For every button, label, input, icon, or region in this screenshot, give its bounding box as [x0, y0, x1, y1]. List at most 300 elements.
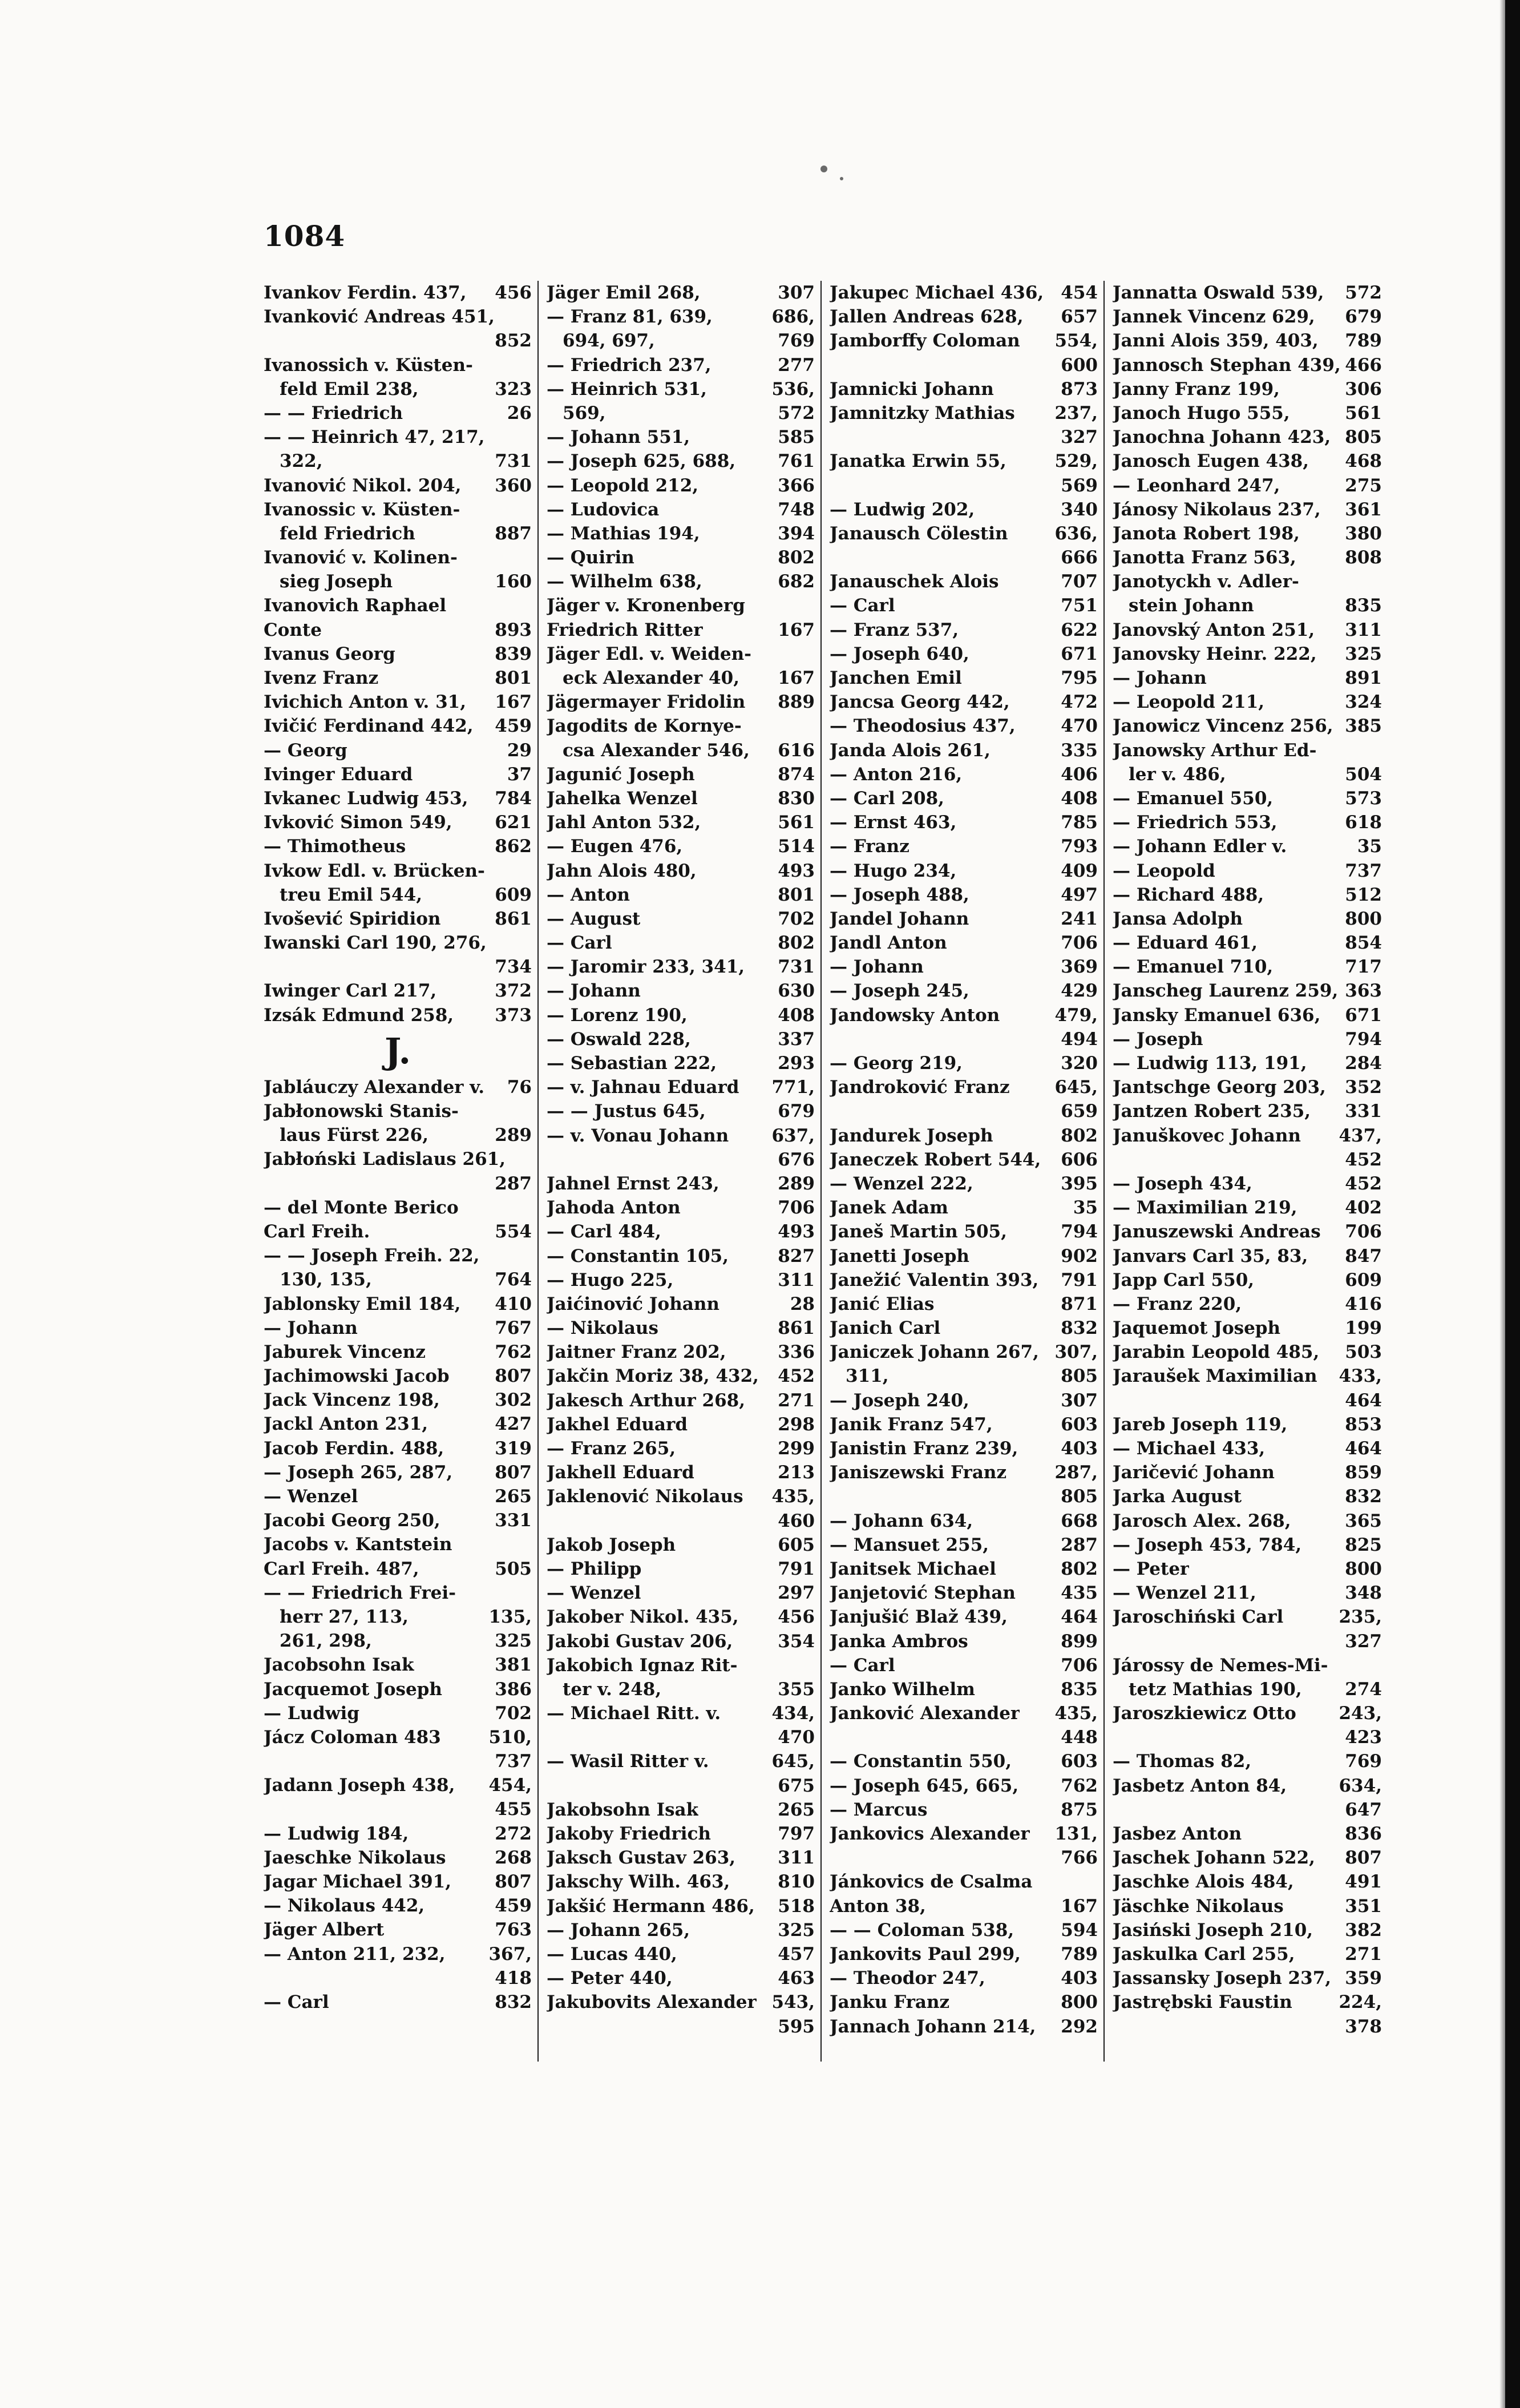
index-entry — [830, 1316, 1098, 1340]
entry-page-ref: 367, — [488, 1943, 532, 1965]
entry-name: Jarabin Leopold 485, — [1113, 1342, 1320, 1363]
index-entry — [830, 1003, 1098, 1027]
index-entry — [830, 449, 1098, 473]
entry-name: herr 27, 113, — [280, 1606, 409, 1627]
entry-page-ref: 452 — [778, 1366, 815, 1387]
index-entry — [830, 1292, 1098, 1316]
entry-name: Janjušić Blaž 439, — [830, 1607, 1008, 1628]
entry-name: Janitsek Michael — [830, 1558, 996, 1579]
entry-page-ref: 751 — [1061, 595, 1098, 616]
index-entry — [1113, 739, 1382, 763]
index-column-4 — [1113, 281, 1382, 2062]
index-entry — [1113, 955, 1382, 979]
entry-page-ref: 457 — [778, 1943, 815, 1965]
index-entry — [1113, 1485, 1382, 1508]
entry-page-ref: 707 — [1061, 571, 1098, 592]
entry-name: — Joseph 625, 688, — [547, 451, 736, 472]
index-entry — [830, 1485, 1098, 1508]
index-entry — [830, 1075, 1098, 1099]
index-entry — [547, 1364, 815, 1388]
index-entry — [264, 690, 532, 714]
entry-name: — Carl — [547, 933, 612, 954]
index-entry — [830, 1364, 1098, 1388]
entry-name: — Wenzel — [547, 1583, 641, 1604]
index-entry — [1113, 1918, 1382, 1942]
index-entry — [830, 1099, 1098, 1123]
entry-name: Jagunić Joseph — [547, 764, 695, 785]
entry-page-ref: 423 — [1345, 1727, 1382, 1748]
index-entry — [547, 2015, 815, 2039]
entry-page-ref: 373 — [495, 1005, 532, 1026]
index-entry — [547, 281, 815, 305]
entry-name: Jahoda Anton — [547, 1197, 681, 1219]
entry-name: Jakobsohn Isak — [547, 1799, 699, 1820]
index-entry — [547, 859, 815, 883]
entry-page-ref: 311 — [778, 1269, 815, 1290]
index-entry — [547, 1316, 815, 1340]
entry-page-ref — [528, 1099, 532, 1123]
entry-page-ref: 437, — [1339, 1125, 1382, 1146]
entry-page-ref: 647 — [1345, 1799, 1382, 1820]
entry-name: Jánkovics de Csalma — [830, 1871, 1033, 1893]
index-entry — [1113, 377, 1382, 401]
entry-page-ref: 167 — [1061, 1895, 1098, 1917]
entry-page-ref: 800 — [1345, 908, 1382, 929]
entry-page-ref: 514 — [778, 836, 815, 857]
entry-name: — Lucas 440, — [547, 1943, 677, 1965]
entry-page-ref: 832 — [1345, 1486, 1382, 1507]
entry-name: Jacobi Georg 250, — [264, 1510, 440, 1531]
entry-page-ref: 807 — [1345, 1848, 1382, 1869]
entry-name: Jaričević Johann — [1113, 1462, 1275, 1483]
entry-page-ref: 395 — [1061, 1173, 1098, 1194]
entry-name: Jägermayer Fridolin — [547, 692, 746, 713]
index-entry — [1113, 1966, 1382, 1990]
entry-page-ref: 748 — [778, 499, 815, 520]
entry-name: Jannatta Oswald 539, — [1113, 283, 1324, 303]
entry-name: Ivenz Franz — [264, 668, 379, 688]
entry-name: Janežić Valentin 393, — [830, 1269, 1039, 1290]
index-entry — [1113, 1894, 1382, 1918]
entry-name: Jakob Joseph — [547, 1534, 676, 1555]
index-entry — [264, 810, 532, 834]
entry-name: Janetti Joseph — [830, 1245, 969, 1266]
entry-page-ref: 456 — [495, 283, 532, 303]
entry-page-ref: 369 — [1061, 957, 1098, 978]
index-entry — [830, 570, 1098, 594]
entry-page-ref: 289 — [495, 1125, 532, 1146]
index-entry — [264, 1653, 532, 1677]
entry-page-ref: 331 — [1345, 1101, 1382, 1122]
entry-page-ref: 160 — [495, 571, 532, 592]
entry-page-ref: 794 — [1061, 1221, 1098, 1243]
entry-page-ref: 360 — [495, 475, 532, 496]
entry-page-ref: 479, — [1054, 1005, 1098, 1026]
index-entry — [547, 810, 815, 834]
entry-page-ref: 491 — [1345, 1871, 1382, 1893]
entry-page-ref: 573 — [1345, 788, 1382, 809]
entry-name: Jakobi Gustav 206, — [547, 1631, 733, 1652]
entry-name: — Richard 488, — [1113, 884, 1264, 905]
entry-page-ref: 737 — [1345, 860, 1382, 881]
entry-page-ref: 666 — [1061, 547, 1098, 568]
index-entry — [1113, 883, 1382, 907]
index-entry — [264, 763, 532, 786]
entry-name: — Joseph 265, 287, — [264, 1462, 453, 1483]
entry-name: — Nikolaus 442, — [264, 1895, 425, 1917]
index-entry — [264, 666, 532, 690]
entry-page-ref: 351 — [1345, 1895, 1382, 1917]
index-entry — [830, 425, 1098, 449]
index-entry — [547, 1725, 815, 1749]
entry-page-ref: 470 — [1061, 716, 1098, 737]
index-entry — [264, 1773, 532, 1797]
index-entry — [264, 1918, 532, 1942]
index-entry — [1113, 474, 1382, 498]
entry-page-ref: 418 — [495, 1967, 532, 1988]
entry-name: — — Friedrich Frei- — [264, 1582, 456, 1603]
entry-page-ref: 536, — [771, 378, 815, 400]
entry-page-ref: 385 — [1345, 716, 1382, 737]
entry-page-ref: 737 — [495, 1751, 532, 1772]
entry-page-ref: 609 — [495, 884, 532, 905]
entry-name: — Mathias 194, — [547, 523, 700, 544]
entry-name: Izsák Edmund 258, — [264, 1005, 454, 1026]
index-entry — [1113, 979, 1382, 1003]
index-entry — [830, 955, 1098, 979]
index-entry — [830, 1629, 1098, 1653]
index-entry — [1113, 1846, 1382, 1870]
entry-name: Ivkanec Ludwig 453, — [264, 788, 468, 809]
entry-name: Jaroschiński Carl — [1113, 1607, 1284, 1628]
entry-name: Janich Carl — [830, 1318, 941, 1339]
index-entry — [547, 666, 815, 690]
entry-page-ref: 889 — [778, 692, 815, 713]
index-entry — [264, 1340, 532, 1364]
entry-name: — Oswald 228, — [547, 1028, 691, 1050]
entry-page-ref: 337 — [778, 1028, 815, 1050]
entry-page-ref: 410 — [495, 1293, 532, 1314]
index-entry — [264, 1316, 532, 1340]
entry-page-ref: 454, — [488, 1775, 532, 1796]
index-entry — [830, 594, 1098, 618]
index-entry — [547, 1557, 815, 1581]
index-entry — [1113, 1749, 1382, 1773]
entry-name: Janoch Hugo 555, — [1113, 402, 1290, 423]
index-entry — [547, 1340, 815, 1364]
entry-page-ref: 807 — [495, 1871, 532, 1892]
entry-page-ref: 835 — [1061, 1679, 1098, 1700]
entry-name: — Nikolaus — [547, 1318, 658, 1339]
entry-name: 569, — [563, 402, 606, 423]
entry-name: — August — [547, 908, 641, 929]
index-entry — [264, 1292, 532, 1316]
entry-name: Jaraušek Maximilian — [1113, 1366, 1317, 1387]
scan-edge — [1505, 0, 1520, 2408]
entry-page-ref: 372 — [495, 981, 532, 1002]
entry-name: Jamnicki Johann — [830, 378, 994, 400]
entry-name: Jablonsky Emil 184, — [264, 1293, 461, 1314]
index-entry — [547, 1099, 815, 1123]
index-entry — [264, 1147, 532, 1171]
index-entry — [547, 1774, 815, 1798]
index-entry — [547, 1437, 815, 1461]
entry-name: Jagar Michael 391, — [264, 1871, 452, 1892]
entry-page-ref: 832 — [495, 1991, 532, 2012]
entry-page-ref: 167 — [778, 668, 815, 688]
index-entry — [830, 1701, 1098, 1725]
index-entry — [1113, 1268, 1382, 1292]
entry-page-ref: 731 — [778, 957, 815, 978]
entry-page-ref: 630 — [778, 981, 815, 1002]
entry-name: — Carl — [264, 1991, 329, 2012]
entry-page-ref — [1378, 570, 1382, 594]
entry-page-ref: 671 — [1061, 643, 1098, 664]
entry-name: — Joseph — [1113, 1028, 1203, 1050]
index-entry — [547, 449, 815, 473]
entry-name: — Franz — [830, 836, 909, 857]
entry-name: — Eduard 461, — [1113, 933, 1258, 954]
index-entry — [830, 1677, 1098, 1701]
entry-page-ref: 434, — [771, 1703, 815, 1724]
entry-page-ref: 731 — [495, 451, 532, 472]
entry-name: — Johann Edler v. — [1113, 836, 1287, 857]
entry-name: Janiczek Johann 267, — [830, 1342, 1039, 1363]
entry-page-ref: 394 — [778, 523, 815, 544]
entry-name: — Franz 81, 639, — [547, 306, 713, 328]
entry-name: Jantzen Robert 235, — [1113, 1101, 1311, 1122]
entry-page-ref: 600 — [1061, 354, 1098, 376]
entry-name: Janik Franz 547, — [830, 1414, 993, 1435]
entry-page-ref: 325 — [1345, 643, 1382, 664]
page-number: 1084 — [264, 219, 346, 253]
entry-page-ref: 381 — [495, 1655, 532, 1676]
index-entry — [264, 1244, 532, 1268]
entry-name: Janek Adam — [830, 1197, 948, 1219]
index-entry — [1113, 1990, 1382, 2014]
entry-page-ref: 199 — [1345, 1318, 1382, 1339]
entry-page-ref: 354 — [778, 1631, 815, 1652]
index-entry — [830, 1509, 1098, 1533]
entry-name: — Constantin 105, — [547, 1245, 729, 1266]
entry-name: — Franz 265, — [547, 1438, 676, 1459]
index-entry — [1113, 1701, 1382, 1725]
index-entry — [547, 570, 815, 594]
index-entry — [1113, 1003, 1382, 1027]
entry-name: Janchen Emil — [830, 668, 962, 688]
index-entry — [547, 401, 815, 425]
index-entry — [547, 522, 815, 546]
index-entry — [547, 1629, 815, 1653]
index-entry — [1113, 1509, 1382, 1533]
index-entry — [830, 1966, 1098, 1990]
entry-page-ref: 382 — [1345, 1919, 1382, 1941]
index-entry — [1113, 1027, 1382, 1051]
entry-page-ref: 561 — [1345, 402, 1382, 423]
entry-name: Iwinger Carl 217, — [264, 981, 437, 1002]
entry-page-ref: 771, — [771, 1077, 815, 1098]
index-entry — [264, 1629, 532, 1653]
entry-page-ref: 306 — [1345, 378, 1382, 400]
entry-name: — Johann — [264, 1317, 358, 1338]
entry-name: Ivichich Anton v. 31, — [264, 692, 467, 713]
entry-page-ref: 319 — [495, 1438, 532, 1459]
entry-page-ref: 459 — [495, 1895, 532, 1917]
entry-page-ref: 594 — [1061, 1919, 1098, 1941]
index-entry — [547, 883, 815, 907]
entry-name: — Wilhelm 638, — [547, 571, 702, 592]
entry-page-ref: 827 — [778, 1245, 815, 1266]
index-entry — [547, 1003, 815, 1027]
entry-name: — Anton 211, 232, — [264, 1943, 446, 1965]
entry-page-ref — [528, 305, 532, 329]
entry-name: — Joseph 488, — [830, 884, 969, 905]
index-entry — [264, 1220, 532, 1244]
index-entry — [830, 1172, 1098, 1196]
entry-name: Jarka August — [1113, 1486, 1242, 1507]
entry-page-ref: 808 — [1345, 547, 1382, 568]
entry-name: — Friedrich 237, — [547, 354, 712, 376]
entry-name: — Wenzel — [264, 1486, 358, 1507]
index-entry — [264, 377, 532, 401]
index-entry — [1113, 1413, 1382, 1437]
entry-name: Jaklenović Nikolaus — [547, 1486, 743, 1507]
entry-page-ref: 237, — [1054, 402, 1098, 423]
entry-page-ref: 494 — [1061, 1028, 1098, 1050]
index-entry — [547, 1461, 815, 1485]
entry-page-ref: 769 — [778, 330, 815, 352]
entry-page-ref — [528, 546, 532, 570]
entry-page-ref: 265 — [778, 1799, 815, 1820]
index-entry — [830, 979, 1098, 1003]
entry-name: — v. Jahnau Eduard — [547, 1077, 739, 1098]
entry-name: Ivankov Ferdin. 437, — [264, 283, 467, 303]
entry-name: Jaschek Johann 522, — [1113, 1848, 1315, 1869]
index-entry — [830, 2015, 1098, 2039]
index-entry — [830, 642, 1098, 666]
index-entry — [264, 955, 532, 979]
index-entry — [264, 739, 532, 763]
entry-page-ref: 271 — [778, 1390, 815, 1411]
entry-page-ref: 274 — [1345, 1679, 1382, 1700]
entry-page-ref: 636, — [1054, 523, 1098, 544]
entry-page-ref: 859 — [1345, 1462, 1382, 1483]
entry-page-ref: 825 — [1345, 1534, 1382, 1555]
entry-page-ref: 572 — [778, 402, 815, 423]
entry-name: — Franz 220, — [1113, 1293, 1242, 1314]
index-entry — [547, 1605, 815, 1629]
entry-page-ref: 795 — [1061, 668, 1098, 688]
entry-page-ref: 325 — [495, 1631, 532, 1652]
entry-page-ref — [811, 642, 815, 666]
column-1-entries — [264, 281, 532, 1027]
index-entry — [830, 329, 1098, 353]
entry-page-ref: 324 — [1345, 692, 1382, 713]
entry-page-ref: 307 — [1061, 1390, 1098, 1411]
index-entry — [830, 666, 1098, 690]
entry-name: Janovský Anton 251, — [1113, 619, 1315, 640]
entry-page-ref: 802 — [778, 933, 815, 954]
entry-name: Jack Vincenz 198, — [264, 1390, 440, 1411]
entry-page-ref: 603 — [1061, 1751, 1098, 1772]
entry-page-ref: 800 — [1345, 1558, 1382, 1579]
entry-name: Ivanović Nikol. 204, — [264, 475, 462, 496]
entry-page-ref: 35 — [1073, 1197, 1098, 1219]
entry-name: Carl Freih. — [264, 1221, 370, 1242]
entry-page-ref: 284 — [1345, 1053, 1382, 1074]
entry-page-ref: 807 — [495, 1366, 532, 1387]
index-entry — [830, 1725, 1098, 1749]
index-entry — [264, 1461, 532, 1485]
index-entry — [1113, 1292, 1382, 1316]
entry-name: Janjetović Stephan — [830, 1583, 1016, 1604]
entry-name: — Jaromir 233, 341, — [547, 957, 745, 978]
entry-name: — Michael Ritt. v. — [547, 1703, 721, 1724]
index-entry — [830, 1124, 1098, 1148]
entry-name: laus Fürst 226, — [280, 1125, 429, 1146]
entry-page-ref — [1094, 1870, 1098, 1894]
entry-name: — Thomas 82, — [1113, 1751, 1252, 1772]
entry-name: Jannosch Stephan 439, — [1113, 354, 1341, 376]
entry-page-ref: 569 — [1061, 475, 1098, 496]
index-entry — [264, 714, 532, 738]
index-entry — [264, 642, 532, 666]
entry-page-ref: 468 — [1345, 451, 1382, 472]
entry-page-ref: 622 — [1061, 619, 1098, 640]
index-entry — [547, 498, 815, 522]
entry-name: Jannek Vincenz 629, — [1113, 306, 1315, 328]
entry-name: — Ludovica — [547, 499, 660, 520]
entry-page-ref: 272 — [495, 1823, 532, 1844]
entry-page-ref: 277 — [778, 354, 815, 376]
entry-page-ref: 791 — [1061, 1269, 1098, 1290]
index-entry — [264, 1196, 532, 1220]
index-entry — [830, 1051, 1098, 1075]
entry-name: Janotyckh v. Adler- — [1113, 571, 1299, 592]
entry-name: — Hugo 225, — [547, 1269, 674, 1290]
entry-name: Janvars Carl 35, 83, — [1113, 1245, 1308, 1266]
entry-name: Jaquemot Joseph — [1113, 1318, 1281, 1339]
entry-name: — Ludwig 184, — [264, 1823, 409, 1844]
entry-page-ref: 403 — [1061, 1438, 1098, 1459]
index-entry — [264, 859, 532, 883]
entry-name: Jacquemot Joseph — [264, 1679, 442, 1700]
paper-speck — [840, 177, 843, 180]
entry-page-ref: 802 — [778, 547, 815, 568]
entry-page-ref: 671 — [1345, 1005, 1382, 1026]
index-column-3 — [830, 281, 1098, 2062]
index-entry — [264, 618, 532, 642]
entry-name: — Johann 265, — [547, 1919, 690, 1941]
entry-page-ref: 873 — [1061, 378, 1098, 400]
index-entry — [1113, 1172, 1382, 1196]
entry-page-ref: 243, — [1339, 1703, 1382, 1724]
entry-page-ref: 336 — [778, 1342, 815, 1363]
index-entry — [1113, 1653, 1382, 1677]
index-entry — [830, 1894, 1098, 1918]
entry-page-ref: 297 — [778, 1583, 815, 1604]
index-entry — [1113, 1533, 1382, 1557]
entry-page-ref: 762 — [1061, 1775, 1098, 1796]
entry-name: — Leonhard 247, — [1113, 475, 1280, 496]
index-entry — [1113, 763, 1382, 786]
index-entry — [830, 377, 1098, 401]
entry-page-ref: 452 — [1345, 1173, 1382, 1194]
entry-page-ref: 427 — [495, 1414, 532, 1435]
index-entry — [830, 1340, 1098, 1364]
index-entry — [1113, 859, 1382, 883]
column-1-entries-j — [264, 1075, 532, 2014]
